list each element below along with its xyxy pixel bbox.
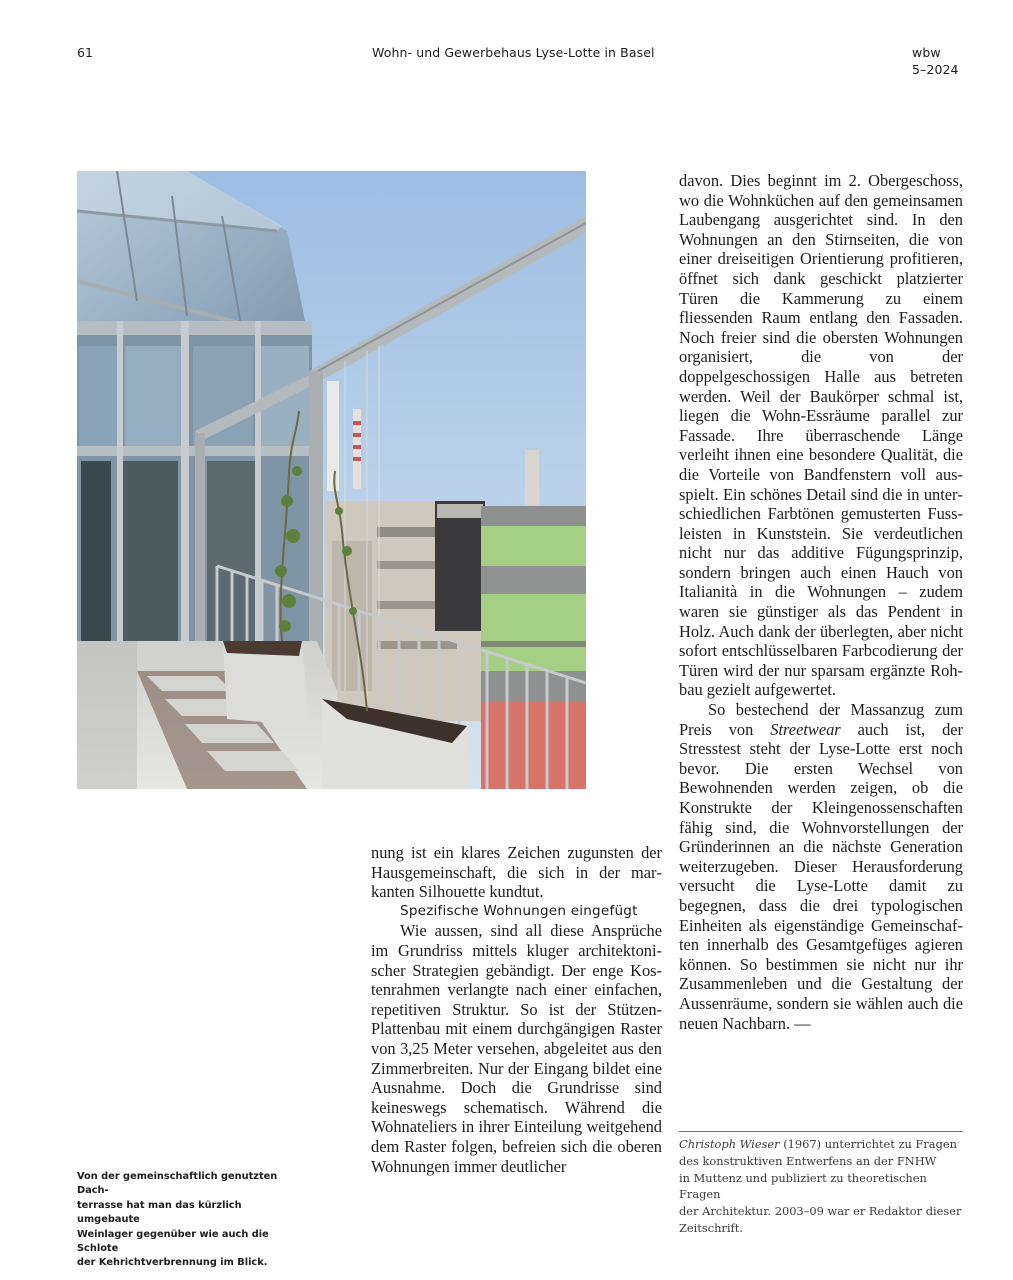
bio-line: des konstruktiven Entwerfens an der FNHW [679,1153,937,1168]
body-paragraph: nung ist ein klares Zeichen zugunsten der Hausgemeinschaft, die sich in der markanten Silhouette kundtut. [371,843,662,902]
rooftop-terrace-photo [77,171,586,789]
bio-line: Zeitschrift. [679,1220,743,1235]
magazine-name: wbw [912,45,941,60]
author-bio [679,1136,969,1237]
text-run: auch ist, der Stresstest steht der Lyse-Lotte erst noch bevor. Die ersten Wechsel von Bewohnenden werden zeigen, ob die Konstrukte der Kleingenossenschaften fähig sind, die Wohnvorstellungen der Gründerinnen an die nächste Generation weiterzugeben. Dieser Herausforderung versucht die Lyse-Lotte damit zu begegnen, dass die drei typologischen Einheiten als eigenständige Gemeinschaften innerhalb des Gesamtgefüges agieren können. So bestimmen sie nicht nur ihr Zusammenleben und die Gestaltung der Aussenräume, sondern sie wählen auch die neuen Nachbarn. — [679,719,963,1033]
caption-line: Weinlager gegenüber wie auch die Schlote [77,1228,269,1255]
subheading: Spezifische Wohnungen eingefügt [400,902,638,919]
middle-column [371,843,662,1176]
running-title: Wohn- und Gewerbehaus Lyse-Lotte in Basel [372,45,655,60]
issue-number: 5–2024 [912,62,959,77]
bio-line [679,1136,969,1153]
bio-divider [679,1131,963,1132]
magazine-issue [912,44,959,78]
bio-line: der Architektur. 2003–09 war er Redaktor dieser [679,1204,962,1219]
caption-line: der Kehrichtverbrennung im Blick. [77,1257,268,1269]
caption-line: Von der gemeinschaftlich genutzten Dach- [77,1171,278,1197]
building-dark [435,501,485,631]
page-number: 61 [77,45,94,60]
bio-text: (1967) unterrichtet zu Fragen [779,1137,957,1151]
italic-term: Streetwear [770,719,841,739]
photo-caption [77,1170,297,1271]
body-paragraph: davon. Dies beginnt im 2. Obergeschoss, wo die Wohnküchen auf den gemeinsamen Laubengang ausgerichtet sind. In den Wohnungen an den Stirnseiten, die von einer dreiseitigen Orientierung profitieren, öffnet sich dank geschickt platzierter Türen die Kammerung zu einem fliessenden Raum entlang den Fassaden. Noch freier sind die obersten Wohnungen organisiert, die von der doppelgeschossigen Halle aus betreten werden. Weil der Baukörper schmal ist, liegen die Wohn-Essräume parallel zur Fassade. Ihre überraschende Länge verleiht ihnen eine besondere Qualität, die die Vorteile von Bandfenstern voll ausspielt. Ein schönes Detail sind die in unterschiedlichen Farbtönen gemusterten Fussleisten in Kunststein. Sie verdeutlichen nicht nur das additive Fügungsprinzip, sondern bringen auch einen Hauch von Italianità in die Wohnungen – zudem waren sie günstiger als das Pendent in Holz. Auch dank der überlegten, aber nicht sofort entschlüsselbaren Farbcodierung der Türen wird der nur sparsam ergänzte Rohbau gezielt aufgewertet. [679,171,963,700]
chimney [327,381,339,491]
text-run: So bestechend der Massanzug zum Preis von [679,700,963,739]
chimney [525,450,539,505]
bio-line: in Muttenz und publiziert zu theoretischen Fragen [679,1170,927,1202]
body-paragraph [679,700,963,1033]
right-column [679,171,963,1033]
body-paragraph: Wie aussen, sind all diese Ansprüche im Grundriss mittels kluger architektonischer Strategien gebändigt. Der enge Kostenrahmen verlangte nach einer einfachen, repetitiven Struktur. So ist der Stützen-Plattenbau mit einem durchgängigen Raster von 3,25 Meter versehen, abgeleitet aus den Zimmerbreiten. Nur der Eingang bildet eine Ausnahme. Doch die Grundrisse sind keineswegs schematisch. Während die Wohnateliers in ihrer Einteilung weitgehend dem Raster folgen, befreien sich die oberen Wohnungen immer deutlicher [371,921,662,1176]
caption-line: terrasse hat man das kürzlich umgebaute [77,1199,242,1226]
author-name: Christoph Wieser [679,1137,780,1151]
